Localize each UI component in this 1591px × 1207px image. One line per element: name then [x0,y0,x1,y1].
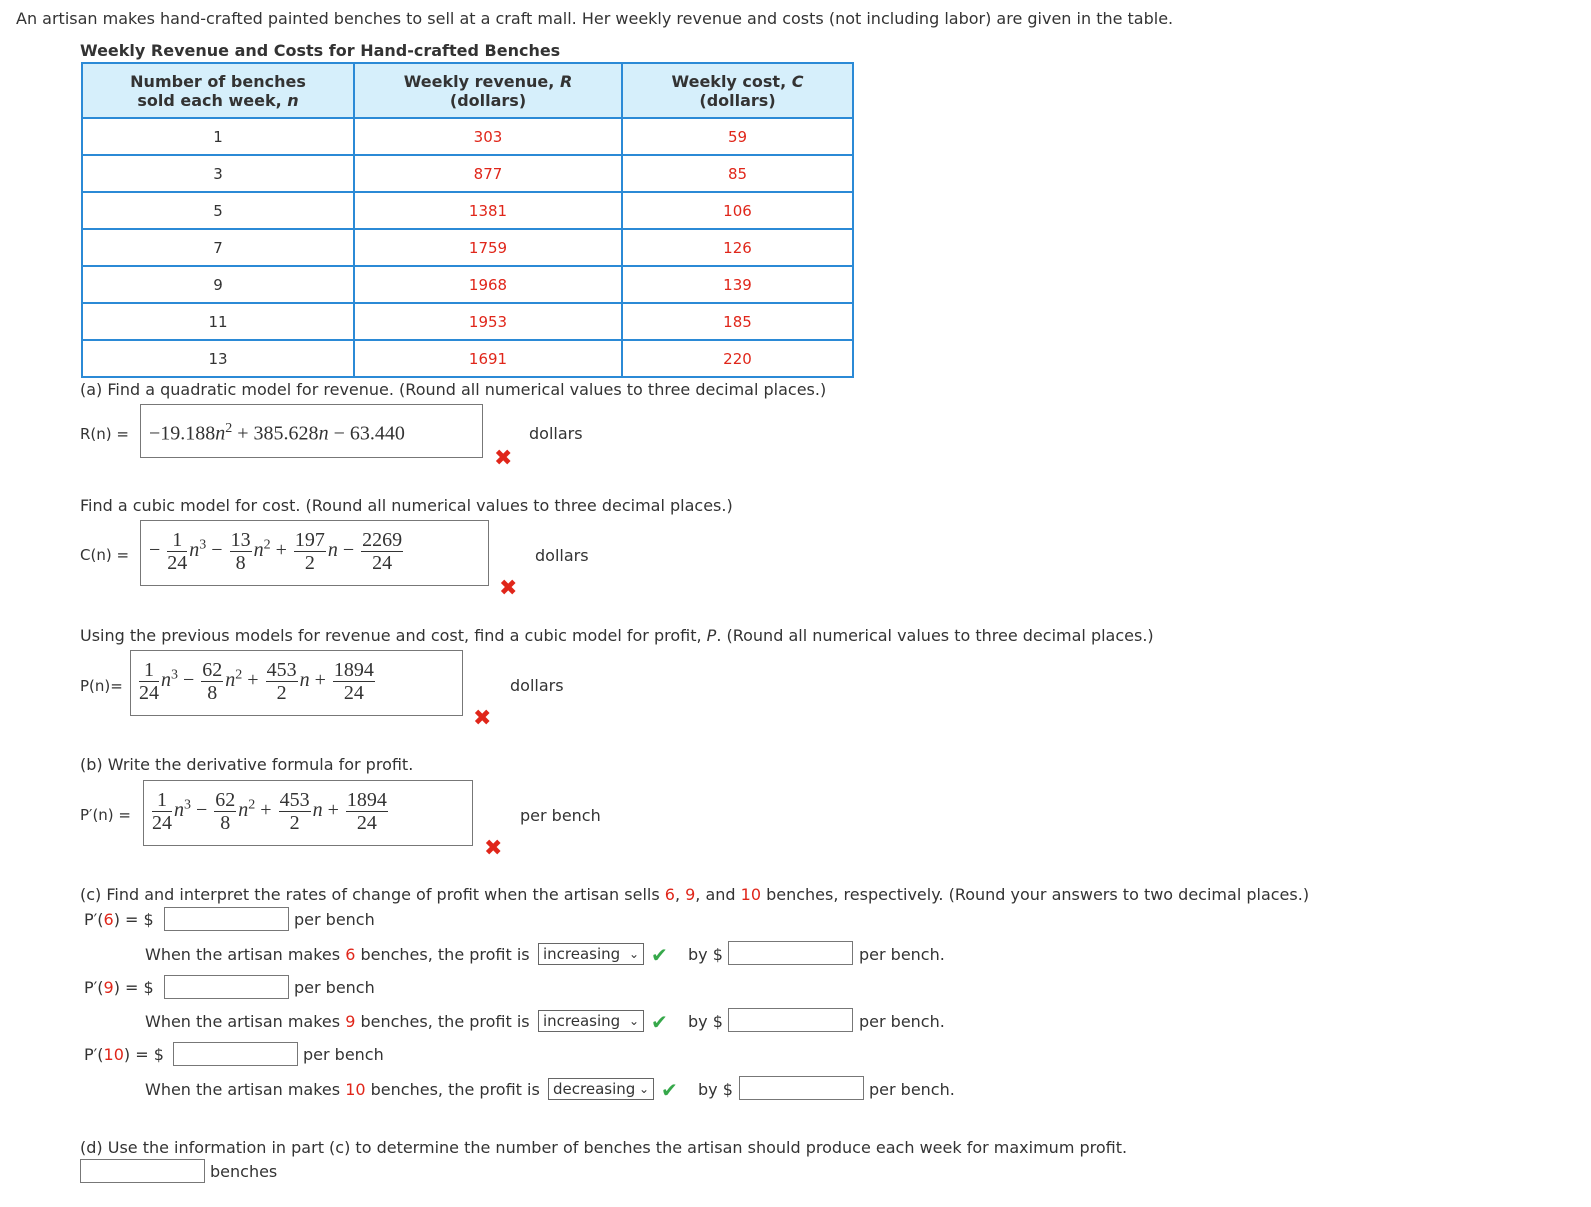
cell-cost: 126 [622,229,853,266]
fraction [361,529,403,574]
math-exp: 2 [248,797,256,813]
fraction [266,659,298,704]
select-value: increasing [543,945,621,963]
select-value: increasing [543,1012,621,1030]
math-var: n [327,539,338,562]
math-op: − [183,669,195,692]
prompt-text: Using the previous models for revenue and cost, find a cubic model for profit, [80,626,707,645]
cell-n: 7 [82,229,354,266]
header-line: Number of benches [130,71,306,91]
p-prime-9-label [84,978,154,997]
math-op: + [314,669,326,692]
math-var: n [238,799,249,822]
prompt-text: , [674,885,686,904]
label-text: P′( [84,1045,104,1064]
cell-revenue: 1968 [354,266,622,303]
by-6-input[interactable] [728,941,853,965]
label-text: P′( [84,910,104,929]
header-number-of-benches [82,63,354,118]
prompt-text: . (Round all numerical values to three decimal places.) [716,626,1154,645]
highlight-number: 6 [664,885,675,904]
cell-cost: 220 [622,340,853,377]
cell-revenue: 1953 [354,303,622,340]
interpret-10-text [145,1080,540,1099]
frac-num: 197 [294,529,325,551]
frac-num: 453 [266,659,297,681]
math-exp: 3 [184,797,191,813]
frac-num: 62 [202,659,223,681]
frac-den: 24 [372,552,393,574]
math-var: n [312,799,323,822]
incorrect-icon: ✖ [473,706,492,731]
cell-cost: 106 [622,192,853,229]
correct-check-icon: ✔ [661,1078,678,1102]
by-9-input[interactable] [728,1008,853,1032]
data-table [81,62,854,378]
derivative-label: P′(n) = [80,806,131,824]
frac-num: 2269 [362,529,403,551]
trend-6-select[interactable] [538,943,644,965]
label-text: benches, the profit is [365,1080,540,1099]
math-op: + [260,799,272,822]
incorrect-icon: ✖ [484,836,503,861]
frac-den: 8 [220,812,231,834]
part-d-prompt: (d) Use the information in part (c) to determine the number of benches the artisan should produce each week for maximum profit. [80,1138,1128,1157]
math-var: n [225,669,236,692]
problem-intro: An artisan makes hand-crafted painted benches to sell at a craft mall. Her weekly revenue and costs (not including labor) are given in the table. [16,9,1174,28]
header-line: (dollars) [449,90,527,110]
frac-den: 24 [356,812,377,834]
table-row [82,192,853,229]
part-b-prompt: (b) Write the derivative formula for profit. [80,755,414,774]
revenue-unit: dollars [529,424,583,443]
frac-den: 24 [167,552,188,574]
label-text: ) = $ [113,910,154,929]
trend-10-select[interactable] [548,1078,654,1100]
cell-revenue: 1759 [354,229,622,266]
per-9-unit: per bench. [859,1012,945,1031]
math-op: − [211,539,223,562]
benches-input[interactable] [80,1159,205,1183]
prompt-text: (c) Find and interpret the rates of change of profit when the artisan sells [80,885,665,904]
highlight-number: 10 [103,1045,124,1064]
table-row [82,303,853,340]
fraction [214,789,236,834]
fraction [201,659,223,704]
label-text: When the artisan makes [145,1012,346,1031]
fraction [152,789,172,834]
p-prime-9-unit: per bench [294,978,375,997]
header-line: Weekly cost, [671,71,792,91]
cell-n: 1 [82,118,354,155]
table-row [82,155,853,192]
label-text: benches, the profit is [355,1012,530,1031]
cell-revenue: 1691 [354,340,622,377]
highlight-number: 9 [103,978,114,997]
by-10-label: by $ [698,1080,733,1099]
fraction [279,789,311,834]
incorrect-icon: ✖ [494,446,513,471]
per-10-unit: per bench. [869,1080,955,1099]
header-line: Weekly revenue, [403,71,560,91]
fraction [230,529,252,574]
part-c-prompt [80,885,1309,904]
frac-den: 24 [343,682,364,704]
fraction [333,659,375,704]
per-6-unit: per bench. [859,945,945,964]
chevron-down-icon: ⌄ [638,1082,649,1096]
p-prime-10-input[interactable] [173,1042,298,1066]
cost-answer-box[interactable] [140,520,489,586]
profit-label: P(n)= [80,677,123,695]
frac-den: 2 [276,682,287,704]
cost-label: C(n) = [80,546,130,564]
frac-num: 1 [139,659,159,682]
header-var: C [791,71,804,91]
interpret-6-text [145,945,530,964]
math-op: + [327,799,339,822]
highlight-number: 9 [685,885,696,904]
highlight-number: 10 [345,1080,366,1099]
cell-cost: 59 [622,118,853,155]
math-var: n [253,539,264,562]
p-prime-6-label [84,910,154,929]
highlight-number: 6 [345,945,356,964]
fraction [167,529,187,574]
frac-num: 453 [279,789,310,811]
math-exp: 3 [199,537,207,553]
cell-revenue: 303 [354,118,622,155]
frac-den: 2 [289,812,300,834]
prompt-text: , and [695,885,741,904]
trend-9-select[interactable] [538,1010,644,1032]
cell-n: 9 [82,266,354,303]
chevron-down-icon: ⌄ [628,1014,639,1028]
benches-unit: benches [210,1162,278,1181]
label-text: benches, the profit is [355,945,530,964]
frac-num: 1 [152,789,172,812]
by-6-label: by $ [688,945,723,964]
fraction [139,659,159,704]
frac-num: 1894 [346,789,387,811]
cell-cost: 185 [622,303,853,340]
highlight-number: 9 [345,1012,356,1031]
cell-cost: 85 [622,155,853,192]
header-weekly-revenue [354,63,622,118]
p-prime-10-unit: per bench [303,1045,384,1064]
math-var: n [215,422,226,445]
math-var: n [189,539,200,562]
math-exp: 3 [171,667,178,683]
p-prime-6-unit: per bench [294,910,375,929]
cell-n: 13 [82,340,354,377]
frac-num: 13 [230,529,251,551]
math-exp: 2 [263,537,271,553]
frac-den: 8 [235,552,246,574]
math-op: − [342,539,355,562]
math-var: P [706,626,717,645]
fraction [294,529,326,574]
derivative-answer-box[interactable] [143,780,473,846]
incorrect-icon: ✖ [499,576,518,601]
cell-revenue: 877 [354,155,622,192]
header-line: (dollars) [699,90,776,110]
profit-answer-box[interactable] [130,650,463,716]
math-var: n [299,669,310,692]
math-op: − [149,539,161,562]
math-var: n [318,422,329,445]
header-var: n [287,90,299,110]
cost-unit: dollars [535,546,589,565]
label-text: When the artisan makes [145,1080,346,1099]
p-prime-9-input[interactable] [164,975,289,999]
table-row [82,266,853,303]
frac-den: 24 [152,812,172,834]
header-line: sold each week, [137,90,288,110]
math-term: −19.188 [149,422,216,445]
math-term: + 385.628 [232,422,319,445]
prompt-text: benches, respectively. (Round your answers to two decimal places.) [761,885,1310,904]
label-text: P′( [84,978,104,997]
table-row [82,340,853,377]
table-row [82,118,853,155]
correct-check-icon: ✔ [651,943,668,967]
cost-prompt: Find a cubic model for cost. (Round all numerical values to three decimal places.) [80,496,733,515]
table-header-row [82,63,853,118]
highlight-number: 6 [103,910,114,929]
label-text: ) = $ [123,1045,164,1064]
table-caption: Weekly Revenue and Costs for Hand-crafted Benches [80,41,561,60]
profit-prompt [80,626,1154,645]
by-10-input[interactable] [739,1076,864,1100]
table-row [82,229,853,266]
highlight-number: 10 [740,885,762,904]
math-exp: 2 [235,667,243,683]
frac-num: 1 [167,529,187,552]
interpret-9-text [145,1012,530,1031]
revenue-label: R(n) = [80,425,129,443]
math-term: − 63.440 [328,422,405,445]
frac-den: 2 [304,552,315,574]
frac-num: 1894 [333,659,374,681]
cell-n: 5 [82,192,354,229]
p-prime-10-label [84,1045,164,1064]
math-var: n [161,669,171,692]
fraction [346,789,388,834]
p-prime-6-input[interactable] [164,907,289,931]
header-weekly-cost [622,63,853,118]
math-exp: 2 [225,421,233,436]
cell-n: 11 [82,303,354,340]
chevron-down-icon: ⌄ [628,947,639,961]
math-op: + [275,539,287,562]
frac-den: 24 [139,682,159,704]
label-text: When the artisan makes [145,945,346,964]
header-var: R [559,71,573,91]
label-text: ) = $ [113,978,154,997]
cell-n: 3 [82,155,354,192]
math-var: n [174,799,184,822]
frac-den: 8 [207,682,218,704]
revenue-answer-box[interactable] [140,404,483,458]
math-op: + [247,669,259,692]
profit-unit: dollars [510,676,564,695]
derivative-unit: per bench [520,806,601,825]
math-op: − [196,799,208,822]
by-9-label: by $ [688,1012,723,1031]
cell-cost: 139 [622,266,853,303]
select-value: decreasing [553,1080,636,1098]
part-a-prompt: (a) Find a quadratic model for revenue. (Round all numerical values to three decimal places.) [80,380,827,399]
correct-check-icon: ✔ [651,1010,668,1034]
frac-num: 62 [215,789,236,811]
cell-revenue: 1381 [354,192,622,229]
